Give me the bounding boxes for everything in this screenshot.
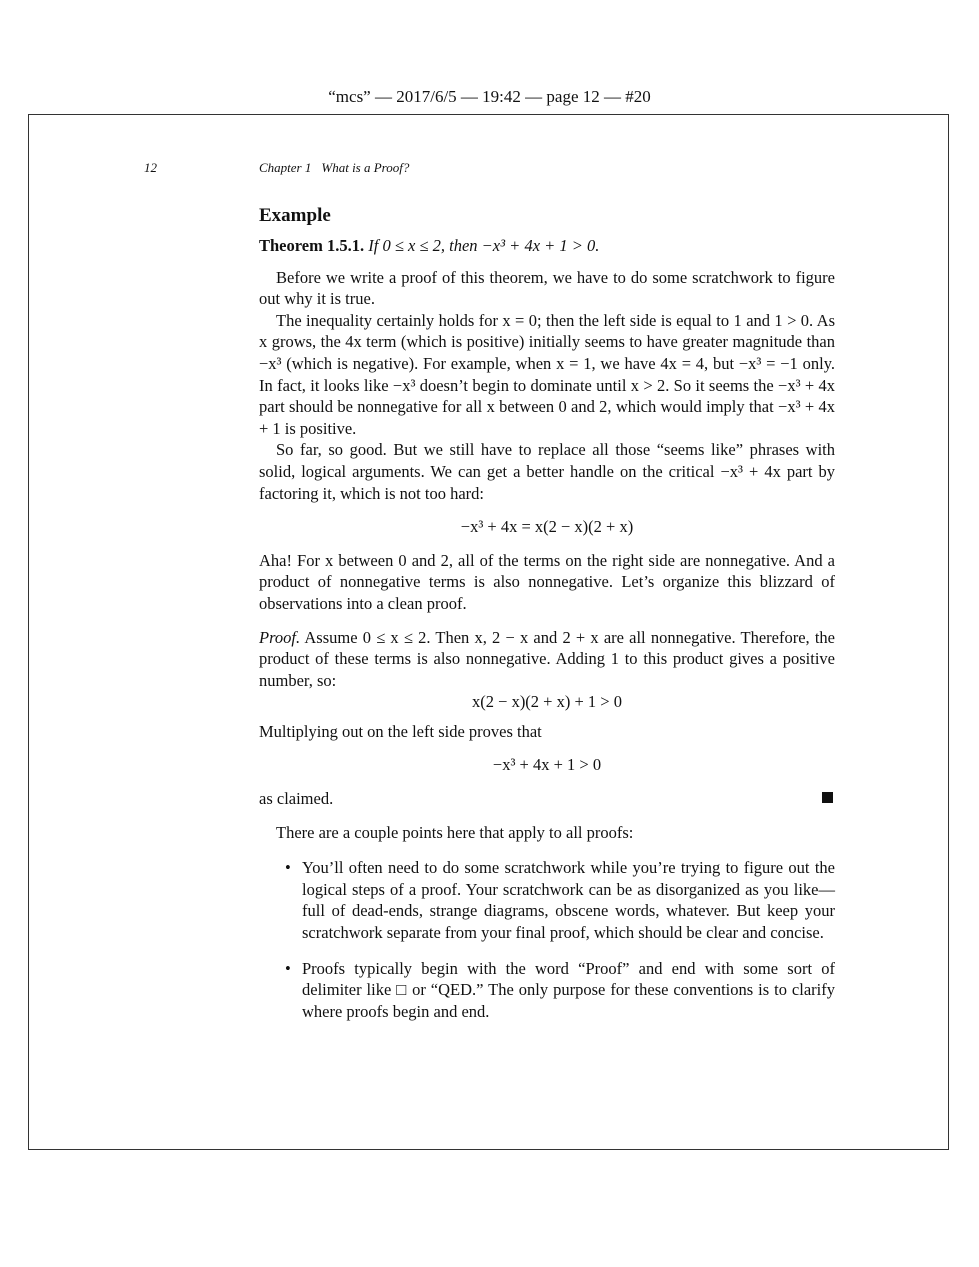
paragraph-aha: Aha! For x between 0 and 2, all of the terms on the right side are nonnegative. And a product of nonnegative terms is also nonnegative. Let’s organize this blizzard of observations into a clean proof. <box>259 550 835 613</box>
chapter-label: Chapter 1 <box>259 160 312 175</box>
page-number: 12 <box>144 160 157 175</box>
paragraph-scratchwork: Before we write a proof of this theorem, we have to do some scratchwork to figure out why it is true. <box>259 267 835 309</box>
proof-label: Proof. <box>259 627 301 647</box>
paragraph-inequality: The inequality certainly holds for x = 0; then the left side is equal to 1 and 1 > 0. As x grows, the 4x term (which is positive) initially seems to have greater magnitude than −x³ (which is negative). For example, when x = 1, we have 4x = 4, but −x³ = −1 only. In fact, it looks like −x³ doesn’t begin to dominate until x > 2. So it seems the −x³ + 4x part should be nonnegative for all x between 0 and 2, which would imply that −x³ + 4x + 1 is positive. <box>259 310 835 438</box>
point-text: Proofs typically begin with the word “Proof” and end with some sort of delimiter like □ or “QED.” The only purpose for these conventions is to clarify where proofs begin and end. <box>302 958 835 1021</box>
page-body <box>259 203 835 1036</box>
equation-result: −x³ + 4x + 1 > 0 <box>492 755 602 775</box>
paragraph-points-intro: There are a couple points here that apply to all proofs: <box>276 822 634 842</box>
bullet-icon: • <box>285 958 291 978</box>
proof-paragraph <box>259 627 835 692</box>
claimed-text: as claimed. <box>259 789 334 809</box>
running-head <box>259 160 409 176</box>
equation-product: x(2 − x)(2 + x) + 1 > 0 <box>472 692 622 712</box>
list-item <box>259 857 835 943</box>
points-list <box>259 857 835 1022</box>
page-topline: “mcs” — 2017/6/5 — 19:42 — page 12 — #20 <box>328 87 651 106</box>
paragraph-so-far: So far, so good. But we still have to replace all those “seems like” phrases with solid, logical arguments. We can get a better handle on the critical −x³ + 4x part by factoring it, which is not too hard: <box>259 440 835 503</box>
theorem-label: Theorem 1.5.1. <box>259 236 365 255</box>
qed-square-icon <box>822 792 833 803</box>
theorem-statement: If 0 ≤ x ≤ 2, then −x³ + 4x + 1 > 0. <box>368 236 600 255</box>
point-text: You’ll often need to do some scratchwork while you’re trying to figure out the logical steps of a proof. Your scratchwork can be as disorganized as you like—full of dead-ends, strange diagrams, obscene words, whatever. But keep your scratchwork separate from your final proof, which should be clear and concise. <box>302 858 835 943</box>
chapter-title: What is a Proof? <box>321 160 410 175</box>
bullet-icon: • <box>285 858 291 878</box>
equation-factoring: −x³ + 4x = x(2 − x)(2 + x) <box>460 517 634 537</box>
proof-text: Assume 0 ≤ x ≤ 2. Then x, 2 − x and 2 + x are all nonnegative. Therefore, the product of these terms is also nonnegative. Adding 1 to this product gives a positive number, so: <box>259 627 835 690</box>
list-item <box>259 958 835 1023</box>
paragraph-multiplying: Multiplying out on the left side proves that <box>259 721 542 741</box>
theorem <box>259 235 835 257</box>
proof-conclusion <box>259 788 835 810</box>
section-heading: Example <box>259 205 331 226</box>
